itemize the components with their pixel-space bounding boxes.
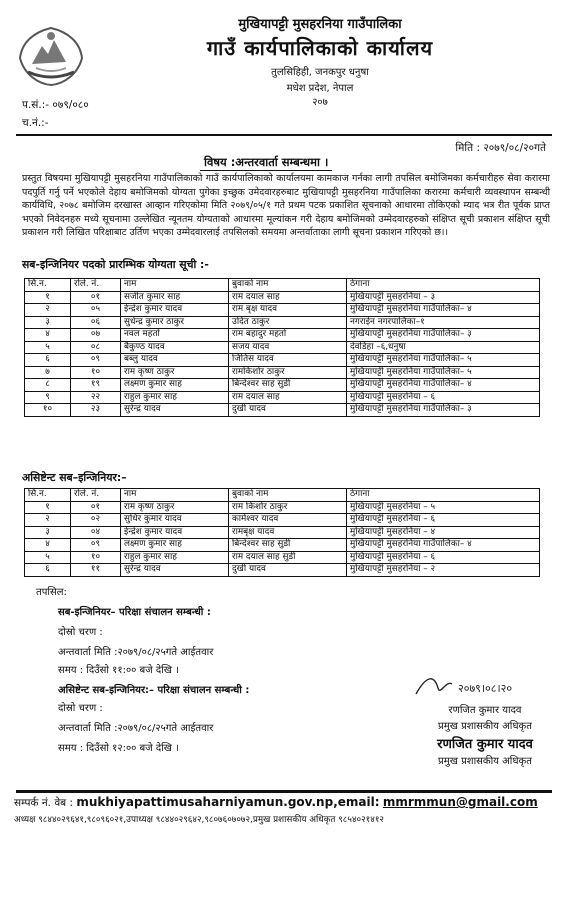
cell-sn: ७ [25, 366, 71, 379]
letter-subject: विषय :अन्तरवार्ता सम्बन्धमा । [200, 155, 332, 171]
cell-address: मुखियापट्टी मुसहरनिया गाउँपालिका– ४ [347, 304, 540, 317]
cell-sn: ४ [25, 539, 71, 552]
table-row [25, 379, 540, 392]
cell-roll: ०१ [71, 291, 121, 304]
signature-date: २०७९।०८।२० [458, 682, 513, 695]
cell-roll: ०९ [71, 354, 121, 367]
header-divider [16, 134, 552, 136]
cell-father: दुखी यादव [229, 404, 347, 417]
cell-name: सजीत कुमार साह [121, 291, 229, 304]
cell-name: लक्ष्मण कुमार साह [121, 539, 229, 552]
col-header: सि.न. [25, 489, 71, 502]
contact-label: सम्पर्क नं. वेब : [14, 797, 74, 809]
cell-address: मुखियापट्टी मुसहरनिया – ५ [347, 501, 540, 514]
cell-name: नवल महतो [121, 329, 229, 342]
se-interview-date: अन्तवार्ता मिति :२०७९/०८/२५गते आईतवार [58, 647, 214, 658]
header-year: २०७ [312, 97, 328, 108]
table-row [25, 304, 540, 317]
table-row [25, 526, 540, 539]
cell-father: रामबृक्ष यादव [229, 526, 347, 539]
email-label: email: [337, 795, 380, 809]
cell-father: सजय यादव [229, 341, 347, 354]
cell-roll: १० [71, 551, 121, 564]
cell-address: मुखियापट्टी मुसहरनिया गाउँपालिका– ४ [347, 539, 540, 552]
cell-father: राम बृक्ष यादव [229, 304, 347, 317]
table-row [25, 391, 540, 404]
cell-name: ईन्द्रेश कुमार यादव [121, 304, 229, 317]
section2-title: असिष्टेन्ट सब–इन्जिनियर:– [22, 471, 127, 484]
cell-father: राम दयाल साह [229, 391, 347, 404]
footer-contact [14, 795, 538, 810]
signatory-name: रणजित कुमार यादव [448, 705, 522, 716]
assistant-sub-engineer-table [24, 488, 540, 577]
cell-name: सुरेन्द्र यादव [121, 404, 229, 417]
office-name: गाउँ कार्यपालिकाको कार्यालय [206, 36, 434, 60]
col-header: ठेगाना [347, 279, 540, 292]
se-stage: दोस्रो चरण : [58, 627, 103, 638]
cell-roll: ०८ [71, 341, 121, 354]
cell-name: राम कृष्ण ठाकुर [121, 366, 229, 379]
cell-father: राम किशोर ठाकुर [229, 501, 347, 514]
table-row [25, 366, 540, 379]
cell-roll: ०१ [71, 501, 121, 514]
section1-title: सब-इन्जिनियर पदको प्रारम्भिक योग्यता सूची :- [22, 258, 209, 271]
cell-sn: ४ [25, 329, 71, 342]
col-header: ठेगाना [347, 489, 540, 502]
col-header: सि.न. [25, 279, 71, 292]
cell-father: राम दयाल साह [229, 291, 347, 304]
stamp-title: प्रमुख प्रशासकीय अधिकृत [438, 756, 532, 767]
ase-heading: असिष्टेन्ट सब-इन्जिनियर:– परिक्षा संचालन सम्बन्धी : [58, 685, 250, 696]
cell-roll: ०७ [71, 329, 121, 342]
cell-address: नगराईन नगरपालिका–१ [347, 316, 540, 329]
cell-sn: ५ [25, 551, 71, 564]
cell-father: राम बहादुर महतो [229, 329, 347, 342]
cell-address: मुखियापट्टी मुसहरनिया गाउँपालिका– ४ [347, 379, 540, 392]
table-row [25, 514, 540, 527]
cell-address: मुखियापट्टी मुसहरनिया – ६ [347, 391, 540, 404]
cell-address: मुखियापट्टी मुसहरनिया गाउँपालिका– ५ [347, 366, 540, 379]
table-row [25, 316, 540, 329]
cell-address: मुखियापट्टी मुसहरनिया – ६ [347, 514, 540, 527]
cell-sn: १० [25, 404, 71, 417]
se-interview-time: समय : दिउँसो ११:०० बजे देखि । [58, 665, 179, 676]
cell-roll: ११ [71, 564, 121, 577]
cell-roll: १९ [71, 379, 121, 392]
cell-address: मुखियापट्टी मुसहरनिया गाउँपालिका– ३ [347, 404, 540, 417]
cell-roll: ०९ [71, 539, 121, 552]
cell-roll: २३ [71, 404, 121, 417]
table-header-row [25, 279, 540, 292]
table-row [25, 341, 540, 354]
table-row [25, 564, 540, 577]
cell-name: ईन्द्रेश कुमार यादव [121, 526, 229, 539]
sub-engineer-table [24, 278, 540, 417]
stamp-name: रणजित कुमार यादव [437, 737, 533, 752]
table-row [25, 354, 540, 367]
cell-father: राम दयाल साह सुडी [229, 551, 347, 564]
col-header: नाम [121, 279, 229, 292]
cell-sn: ९ [25, 391, 71, 404]
cell-name: राहुल कुमार साह [121, 551, 229, 564]
cell-sn: ३ [25, 316, 71, 329]
cell-father: बिन्देश्वर साह सुडी [229, 539, 347, 552]
cell-sn: ३ [25, 526, 71, 539]
cell-name: राहुल कुमार साह [121, 391, 229, 404]
table-row [25, 291, 540, 304]
cell-father: बिन्देश्वर साह सुडी [229, 379, 347, 392]
cell-sn: ५ [25, 341, 71, 354]
table-row [25, 404, 540, 417]
cell-name: राम कृष्ण ठाकुर [121, 501, 229, 514]
schedule-title: तपसिल: [36, 587, 67, 598]
cell-address: मुखियापट्टी मुसहरनिया गाउँपालिका– ५ [347, 354, 540, 367]
province-country: मधेश प्रदेश, नेपाल [286, 83, 354, 94]
cell-sn: ६ [25, 354, 71, 367]
cell-father: उदित ठाकुर [229, 316, 347, 329]
cell-roll: ०६ [71, 316, 121, 329]
government-emblem-icon [14, 24, 88, 88]
website-link[interactable]: mukhiyapattimusaharniyamun.gov.np, [76, 795, 338, 809]
col-header: नाम [121, 489, 229, 502]
cell-address: मुखियापट्टी मुसहरनिया – ६ [347, 551, 540, 564]
col-header: बुवाको नाम [229, 279, 347, 292]
ase-interview-date: अन्तवार्ता मिति :२०७९/०८/२५गते आईतवार [58, 723, 214, 734]
footer-phones: अध्यक्ष ९८४४०२९६४१,९८०९६०२१,उपाध्यक्ष ९८४४०२९६४२,९८०७६०७०७२,प्रमुख प्रशासकीय अधिकृत ९८५४०२१४१२ [14, 815, 384, 825]
table-row [25, 551, 540, 564]
cell-roll: १० [71, 366, 121, 379]
table-row [25, 329, 540, 342]
table-row [25, 501, 540, 514]
cell-address: मुखियापट्टी मुसहरनिया – २ [347, 564, 540, 577]
cell-address: मुखियापट्टी मुसहरनिया गाउँपालिका– ३ [347, 329, 540, 342]
signatory-title: प्रमुख प्रशासकीय अधिकृत [438, 721, 532, 732]
letter-date: मिति : २०७९/०८/२०गते [455, 142, 546, 154]
cell-roll: ०५ [71, 304, 121, 317]
cell-name: सुधिर कुमार यादव [121, 514, 229, 527]
col-header: रोले. नं. [71, 279, 121, 292]
cell-sn: १ [25, 501, 71, 514]
cell-father: रामकिशोर ठाकुर [229, 366, 347, 379]
cell-father: कामेश्वर यादव [229, 514, 347, 527]
office-address: तुलसिहिही, जनकपुर धनुषा [271, 67, 369, 78]
cell-sn: २ [25, 514, 71, 527]
table-header-row [25, 489, 540, 502]
notice-paragraph: प्रस्तुत विषयमा मुखियापट्टी मुसहरनिया गाउँपालिकाको गाउँ कार्यपालिकाको कार्यालयमा कामकाज गर्नका लागी तपसिल बमोजिमका कर्मचारीहरु सेवा करारमा पदपुर्ति गर्नु पर्ने भएकोले देहाय बमोजिमको योग्यता पुगेका इच्छुक उमेदवारहरुबाट मुखियापट्टी मुसहरनिया गाउँपालिका करारमा कर्मचारी व्यवस्थापन सम्बन्धी कार्यविधि, २०७८ बमोजिम दरखास्त आव्हान गरिएकोमा मिति २०७९/०५/१ गते प्रथम पटक प्रकाशित सूचनाको आधारमा तोकिएको म्याद भत्र रीत पूर्वक प्राप्त भएको निवेदनहरु मध्ये सूचनामा उल्लेखित न्यूनतम योग्यताको आधारमा मूल्यांकन गरी देहाय बमोजिमको उम्मेदवारहरुको संक्षिप्त सूची प्रकाशन संक्षिप्त सूची प्रकाशन गरी लिखित परिक्षाबाट उर्तिण भएका उम्मेदवारलाई तपसिलको समयमा अन्तर्वाताका लागी सूचना प्रकाशन गरिएको छ।। [22, 173, 550, 239]
handwritten-signature-icon [412, 670, 562, 700]
footer-divider [16, 790, 552, 793]
cell-address: देवडिहा –६,धनुषा [347, 341, 540, 354]
cell-name: बब्लु यादव [121, 354, 229, 367]
ase-interview-time: समय : दिउँसो १२:०० बजे देखि । [58, 743, 179, 754]
cell-sn: १ [25, 291, 71, 304]
cell-address: मुखियापट्टी मुसहरनिया – ४ [347, 526, 540, 539]
cell-father: दुखी यादव [229, 564, 347, 577]
municipality-name: मुखियापट्टी मुसहरनिया गाउँपालिका [238, 17, 402, 32]
cell-name: सुधेन्द्र कुमार ठाकुर [121, 316, 229, 329]
col-header: रोले. नं. [71, 489, 121, 502]
cell-name: बैकुण्ठ यादव [121, 341, 229, 354]
se-heading: सब-इन्जिनियर– परिक्षा संचालन सम्बन्धी : [58, 607, 211, 618]
cell-sn: ८ [25, 379, 71, 392]
table-row [25, 539, 540, 552]
cell-name: सुरेन्द्र यादव [121, 564, 229, 577]
cell-roll: ०४ [71, 526, 121, 539]
col-header: बुवाको नाम [229, 489, 347, 502]
cell-roll: २२ [71, 391, 121, 404]
cell-sn: ६ [25, 564, 71, 577]
cell-sn: २ [25, 304, 71, 317]
cell-father: जितिस यादव [229, 354, 347, 367]
cell-address: मुखियापट्टी मुसहरनिया – ३ [347, 291, 540, 304]
email-link[interactable]: mmrmmun@gmail.com [382, 795, 538, 809]
ase-stage: दोस्रो चरण : [58, 703, 103, 714]
cell-name: लक्ष्मण कुमार साह [121, 379, 229, 392]
reference-number: प.सं.:- ०७९/०८० [22, 99, 89, 111]
cell-roll: ०२ [71, 514, 121, 527]
dispatch-number: च.नं.:- [22, 117, 49, 129]
